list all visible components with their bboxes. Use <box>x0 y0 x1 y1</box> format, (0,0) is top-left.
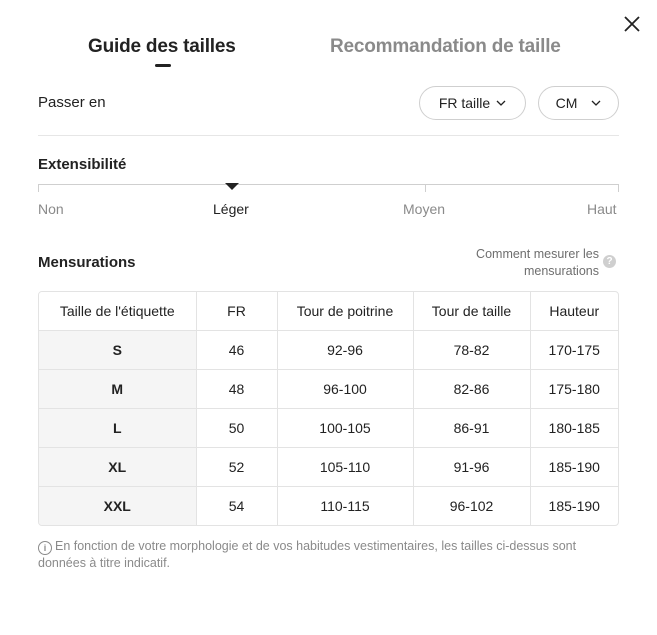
close-icon <box>624 16 640 32</box>
divider <box>38 135 619 136</box>
table-row <box>39 448 618 487</box>
table-cell: 185-190 <box>548 498 600 514</box>
table-cell: 185-190 <box>530 448 618 487</box>
table-cell: XXL <box>39 487 196 526</box>
table-cell: 100-105 <box>277 409 413 448</box>
chevron-down-icon <box>591 100 601 106</box>
table-cell: 50 <box>196 409 277 448</box>
how-to-measure-link[interactable]: Comment mesurer les mensurations <box>476 247 599 278</box>
help-icon[interactable]: ? <box>603 255 616 268</box>
table-cell: 86-91 <box>413 409 530 448</box>
table-cell: 48 <box>196 370 277 409</box>
table-cell: 175-180 <box>530 370 618 409</box>
table-cell: 96-102 <box>413 487 530 526</box>
table-cell: 82-86 <box>413 370 530 409</box>
table-row <box>39 487 618 526</box>
unit-dropdown[interactable] <box>538 86 619 120</box>
column-header-waist: Tour de taille <box>413 292 530 331</box>
table-row <box>39 370 618 409</box>
table-cell: 54 <box>196 487 277 526</box>
table-cell: XL <box>39 448 196 487</box>
table-cell: 110-115 <box>277 487 413 526</box>
size-system-dropdown[interactable] <box>419 86 526 120</box>
size-disclaimer <box>38 538 618 572</box>
table-cell: 78-82 <box>413 331 530 370</box>
size-system-value: FR taille <box>438 95 491 111</box>
table-cell: L <box>39 409 196 448</box>
unit-value: CM <box>555 95 578 111</box>
tab-size-recommendation[interactable]: Recommandation de taille <box>330 36 561 57</box>
table-cell: M <box>39 370 196 409</box>
scale-tick <box>618 184 619 192</box>
table-row <box>39 409 618 448</box>
column-header-chest: Tour de poitrine <box>277 292 413 331</box>
table-cell: 180-185 <box>530 409 618 448</box>
table-row <box>39 331 618 370</box>
tab-size-guide[interactable]: Guide des tailles <box>88 36 236 57</box>
size-table <box>38 291 619 526</box>
scale-tick <box>38 184 39 192</box>
chevron-down-icon <box>496 100 506 106</box>
stretch-title: Extensibilité <box>38 156 127 173</box>
scale-line <box>38 184 619 185</box>
stretch-level-none: Non <box>38 201 64 217</box>
measurements-title: Mensurations <box>38 254 136 271</box>
table-cell: 91-96 <box>413 448 530 487</box>
close-button[interactable] <box>619 11 645 37</box>
switch-label: Passer en <box>38 94 106 111</box>
info-icon: i <box>38 541 52 555</box>
table-cell: 92-96 <box>277 331 413 370</box>
active-tab-indicator <box>155 64 171 67</box>
table-cell: 170-175 <box>530 331 618 370</box>
stretch-scale <box>38 181 619 221</box>
table-header-row <box>39 292 618 331</box>
scale-tick <box>425 184 426 192</box>
stretch-level-light: Léger <box>213 201 249 217</box>
table-cell: 105-110 <box>277 448 413 487</box>
stretch-level-high: Haut <box>587 201 617 217</box>
table-cell: 96-100 <box>277 370 413 409</box>
stretch-level-medium: Moyen <box>403 201 446 217</box>
disclaimer-text: En fonction de votre morphologie et de vos habitudes vestimentaires, les tailles ci-dessus sont données à titre indicatif. <box>38 539 577 570</box>
current-level-marker <box>225 183 239 190</box>
table-cell: 52 <box>196 448 277 487</box>
tab-bar <box>38 36 619 70</box>
column-header-height: Hauteur <box>530 292 618 331</box>
column-header-fr: FR <box>196 292 277 331</box>
table-cell: 46 <box>196 331 277 370</box>
table-cell: S <box>39 331 196 370</box>
column-header-label-size: Taille de l'étiquette <box>39 292 196 331</box>
switch-row <box>38 86 619 120</box>
